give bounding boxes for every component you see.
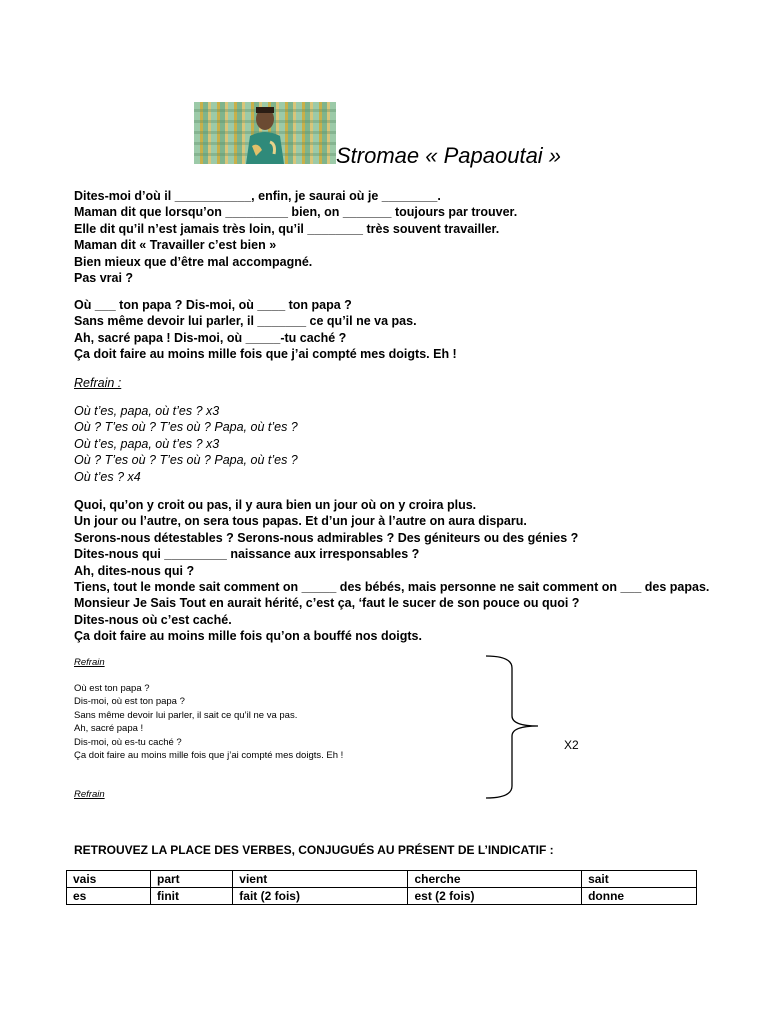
- verse-2: [74, 297, 457, 363]
- table-row: [67, 871, 697, 888]
- lyric-line: Dis-moi, où est ton papa ?: [74, 696, 185, 708]
- lyric-line: Dis-moi, où es-tu caché ?: [74, 736, 182, 748]
- verse-3: [74, 497, 709, 645]
- lyric-line: Quoi, qu’on y croit ou pas, il y aura bien un jour où on y croira plus.: [74, 498, 477, 512]
- lyric-line: Ça doit faire au moins mille fois que j’ai compté mes doigts. Eh !: [74, 347, 457, 362]
- lyric-line: Elle dit qu’il n’est jamais très loin, qu’il ________ très souvent travailler.: [74, 221, 500, 236]
- lyric-line: Tiens, tout le monde sait comment on _____ des bébés, mais personne ne sait comment on ___ des papas.: [74, 580, 710, 595]
- lyric-line: Où t’es, papa, où t’es ? x3: [74, 404, 220, 418]
- lyric-line: Un jour ou l’autre, on sera tous papas. Et d’un jour à l’autre on aura disparu.: [74, 514, 527, 529]
- lyric-line: Ah, sacré papa !: [74, 723, 144, 735]
- lyric-line: Où ? T’es où ? T’es où ? Papa, où t’es ?: [74, 420, 298, 435]
- lyric-line: Bien mieux que d’être mal accompagné.: [74, 254, 313, 269]
- table-row: [67, 888, 697, 905]
- table-cell: es: [67, 888, 151, 905]
- lyric-line: Maman dit « Travailler c’est bien »: [74, 238, 277, 253]
- person-image: [244, 102, 286, 164]
- lyric-line: Ça doit faire au moins mille fois qu’on a bouffé nos doigts.: [74, 629, 422, 644]
- table-cell: vais: [67, 871, 151, 888]
- refrain: [74, 403, 298, 485]
- lyric-line: Où est ton papa ?: [74, 683, 150, 694]
- table-cell: fait (2 fois): [233, 888, 408, 905]
- lyric-line: Où t’es, papa, où t’es ? x3: [74, 436, 220, 451]
- lyric-line: Ah, dites-nous qui ?: [74, 563, 195, 578]
- lyric-line: Monsieur Je Sais Tout en aurait hérité, c’est ça, ‘faut le sucer de son pouce ou quoi ?: [74, 596, 580, 611]
- song-title: Stromae « Papaoutai »: [336, 143, 562, 168]
- curly-brace-icon: [484, 654, 544, 802]
- table-cell: vient: [233, 871, 408, 888]
- lyric-line: Où t’es ? x4: [74, 469, 141, 484]
- table-cell: sait: [582, 871, 697, 888]
- lyric-line: Ah, sacré papa ! Dis-moi, où _____-tu caché ?: [74, 330, 347, 345]
- instruction-heading: RETROUVEZ LA PLACE DES VERBES, CONJUGUÉS AU PRÉSENT DE L’INDICATIF :: [74, 843, 554, 857]
- lyric-line: Pas vrai ?: [74, 271, 134, 286]
- lyric-line: Dites-moi d’où il ___________, enfin, je saurai où je ________.: [74, 189, 441, 203]
- table-cell: est (2 fois): [408, 888, 582, 905]
- table-cell: donne: [582, 888, 697, 905]
- lyric-line: Sans même devoir lui parler, il sait ce qu’il ne va pas.: [74, 709, 298, 721]
- table-cell: part: [150, 871, 232, 888]
- verbs-table: [66, 870, 697, 905]
- lyric-line: Serons-nous détestables ? Serons-nous admirables ? Des géniteurs ou des génies ?: [74, 530, 579, 545]
- lyric-line: Où ? T’es où ? T’es où ? Papa, où t’es ?: [74, 453, 298, 468]
- table-cell: cherche: [408, 871, 582, 888]
- refrain-label: Refrain :: [74, 376, 122, 390]
- lyric-line: Maman dit que lorsqu’on _________ bien, on _______ toujours par trouver.: [74, 205, 518, 220]
- lyric-line: Dites-nous qui _________ naissance aux irresponsables ?: [74, 547, 420, 562]
- lyric-line: Sans même devoir lui parler, il _______ ce qu’il ne va pas.: [74, 314, 417, 329]
- verse-1: [74, 188, 517, 286]
- lyric-line: Ça doit faire au moins mille fois que j’ai compté mes doigts. Eh !: [74, 750, 344, 762]
- table-cell: finit: [150, 888, 232, 905]
- refrain-marker-top: Refrain: [74, 657, 105, 668]
- repeated-section: [74, 682, 343, 762]
- repeat-mark: X2: [564, 738, 579, 752]
- refrain-marker-bottom: Refrain: [74, 789, 105, 800]
- artist-photo: [194, 102, 336, 164]
- lyric-line: Dites-nous où c’est caché.: [74, 612, 232, 627]
- lyric-line: Où ___ ton papa ? Dis-moi, où ____ ton papa ?: [74, 298, 352, 312]
